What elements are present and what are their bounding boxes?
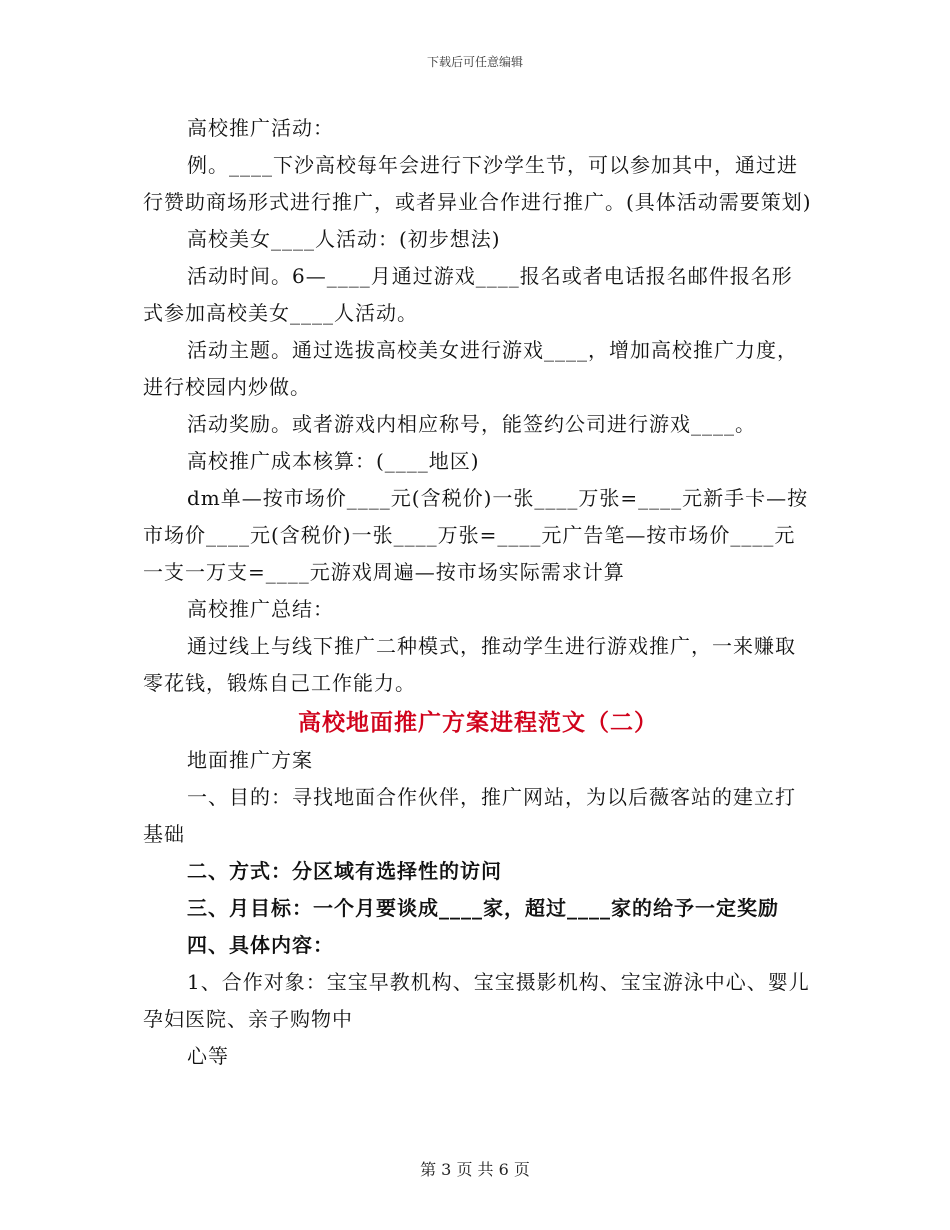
- paragraph-beauty-activity: 高校美女____人活动：(初步想法): [187, 227, 501, 251]
- paragraph-example: 例。____下沙高校每年会进行下沙学生节，可以参加其中，通过进行赞助商场形式进行推广，或者异业合作进行推广。(具体活动需要策划): [143, 153, 812, 214]
- paragraph-method: 二、方式：分区域有选择性的访问: [187, 859, 502, 883]
- page-footer: 第 3 页 共 6 页: [420, 1160, 530, 1179]
- paragraph-partners-continued: 心等: [187, 1044, 229, 1068]
- paragraph-summary: 通过线上与线下推广二种模式，推动学生进行游戏推广，一来赚取零花钱，锻炼自己工作能力。: [143, 634, 796, 695]
- paragraph-plan-heading: 地面推广方案: [187, 748, 313, 772]
- section-title: 高校地面推广方案进程范文（二）: [298, 709, 658, 736]
- paragraph-cost-details: dm单—按市场价____元(含税价)一张____万张=____元新手卡—按市场价____元(含税价)一张____万张=____元广告笔—按市场价____元一支一万支=____元游戏周遍—按市场实际需求计算: [143, 486, 809, 584]
- paragraph-activity-theme: 活动主题。通过选拔高校美女进行游戏____，增加高校推广力度，进行校园内炒做。: [143, 338, 798, 399]
- paragraph-monthly-target: 三、月目标：一个月要谈成____家，超过____家的给予一定奖励: [187, 896, 779, 920]
- paragraph-campus-activities-heading: 高校推广活动：: [187, 116, 334, 140]
- paragraph-activity-reward: 活动奖励。或者游戏内相应称号，能签约公司进行游戏____。: [187, 412, 756, 436]
- page-header: 下载后可任意编辑: [426, 55, 523, 69]
- paragraph-summary-heading: 高校推广总结：: [187, 597, 334, 621]
- paragraph-cost-heading: 高校推广成本核算：(____地区): [187, 449, 480, 473]
- document-body: [143, 110, 813, 1075]
- paragraph-partners: 1、合作对象：宝宝早教机构、宝宝摄影机构、宝宝游泳中心、婴儿孕妇医院、亲子购物中: [143, 970, 810, 1031]
- paragraph-goal: 一、目的：寻找地面合作伙伴，推广网站，为以后薇客站的建立打基础: [143, 785, 796, 846]
- paragraph-details-heading: 四、具体内容：: [187, 933, 334, 957]
- paragraph-activity-time: 活动时间。6—____月通过游戏____报名或者电话报名邮件报名形式参加高校美女____人活动。: [143, 264, 793, 325]
